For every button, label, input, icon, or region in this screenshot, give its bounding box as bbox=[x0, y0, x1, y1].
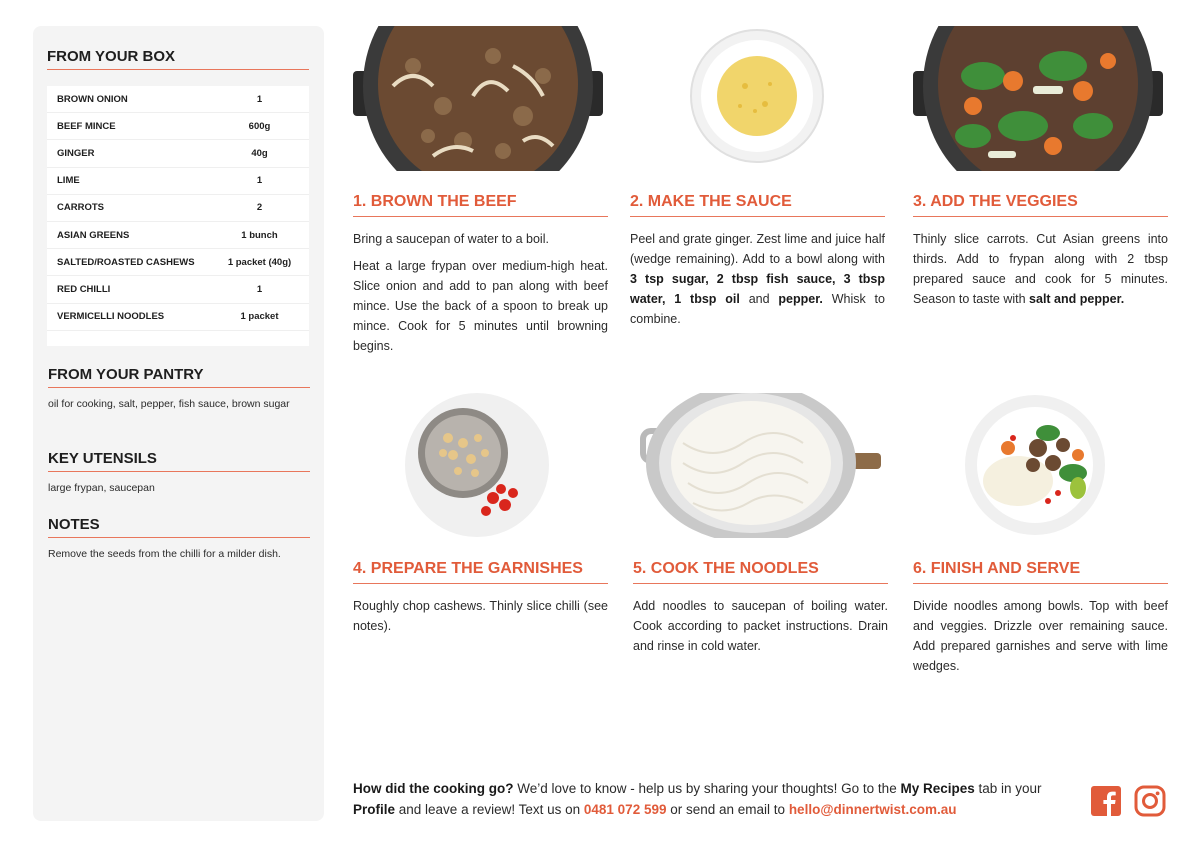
notes-heading: NOTES bbox=[48, 516, 310, 538]
sauce-bowl-photo bbox=[630, 26, 885, 171]
ingredient-qty: 1 bbox=[256, 93, 263, 105]
ingredient-name: SALTED/ROASTED CASHEWS bbox=[57, 256, 195, 268]
step-4-title: 4. PREPARE THE GARNISHES bbox=[353, 560, 608, 584]
key-utensils-heading: KEY UTENSILS bbox=[48, 450, 310, 472]
footer-text: We’d love to know - help us by sharing your thoughts! Go to the bbox=[513, 781, 901, 796]
step-2-bold-text: pepper. bbox=[778, 292, 823, 306]
step-6-title: 6. FINISH AND SERVE bbox=[913, 560, 1168, 584]
from-your-pantry-heading: FROM YOUR PANTRY bbox=[48, 366, 310, 388]
feedback-question: How did the cooking go? bbox=[353, 781, 514, 796]
profile-label: Profile bbox=[353, 802, 396, 817]
noodles-colander-photo bbox=[633, 393, 888, 538]
ingredient-qty: 1 packet (40g) bbox=[227, 256, 292, 268]
ingredient-name: VERMICELLI NOODLES bbox=[57, 311, 165, 323]
step-1-body bbox=[353, 229, 608, 363]
step-4-body bbox=[353, 596, 608, 643]
step-1-text: Bring a saucepan of water to a boil. bbox=[353, 232, 549, 246]
step-6-text: Divide noodles among bowls. Top with beef and veggies. Drizzle over remaining sauce. Add prepared garnishes and serve with lime wedges. bbox=[913, 599, 1168, 673]
step-1-title: 1. BROWN THE BEEF bbox=[353, 193, 608, 217]
ingredient-qty: 1 bunch bbox=[241, 229, 278, 241]
ingredient-name: BEEF MINCE bbox=[57, 120, 116, 132]
step-4-text: Roughly chop cashews. Thinly slice chilli (see notes). bbox=[353, 599, 608, 633]
step-5-text: Add noodles to saucepan of boiling water. Cook according to packet instructions. Drain and rinse in cold water. bbox=[633, 599, 888, 653]
step-3-title: 3. ADD THE VEGGIES bbox=[913, 193, 1168, 217]
step-2-bold-text: 3 tsp sugar, 2 tbsp fish sauce, 3 tbsp water, 1 tbsp oil bbox=[630, 272, 885, 306]
instagram-icon[interactable] bbox=[1134, 785, 1166, 817]
ingredient-qty: 1 bbox=[256, 175, 263, 187]
step-5-body bbox=[633, 596, 888, 663]
step-3-body bbox=[913, 229, 1168, 316]
step-3-bold-text: salt and pepper. bbox=[1029, 292, 1125, 306]
ingredient-qty: 1 packet bbox=[240, 311, 279, 323]
ingredients-table bbox=[47, 86, 309, 346]
from-your-box-heading: FROM YOUR BOX bbox=[47, 48, 309, 70]
phone-number-link[interactable]: 0481 072 599 bbox=[583, 802, 667, 817]
ingredient-name: RED CHILLI bbox=[57, 283, 111, 295]
footer-text: or send an email to bbox=[666, 802, 789, 817]
ingredient-name: BROWN ONION bbox=[57, 93, 128, 105]
ingredient-row bbox=[47, 168, 309, 195]
step-2-text: Whisk to combine. bbox=[630, 292, 885, 326]
cashews-chilli-photo bbox=[353, 393, 608, 538]
ingredient-row bbox=[47, 304, 309, 331]
step-5-title: 5. COOK THE NOODLES bbox=[633, 560, 888, 584]
utensils-text: large frypan, saucepan bbox=[48, 482, 155, 494]
ingredient-qty: 600g bbox=[248, 120, 271, 132]
served-bowl-photo bbox=[913, 393, 1168, 538]
ingredient-row bbox=[47, 276, 309, 303]
step-2-text: Peel and grate ginger. Zest lime and juice half (wedge remaining). Add to a bowl along with bbox=[630, 232, 885, 266]
notes-text: Remove the seeds from the chilli for a milder dish. bbox=[48, 548, 281, 560]
footer-text: and leave a review! Text us on bbox=[395, 802, 584, 817]
step-3-text: Thinly slice carrots. Cut Asian greens into thirds. Add to frypan along with 2 tbsp prepared sauce and cook for 5 minutes. Season to taste with bbox=[913, 232, 1168, 306]
ingredient-name: CARROTS bbox=[57, 202, 104, 214]
my-recipes-label: My Recipes bbox=[900, 781, 975, 796]
ingredient-qty: 1 bbox=[256, 283, 263, 295]
step-2-body bbox=[630, 229, 885, 336]
step-6-body bbox=[913, 596, 1168, 683]
step-1-text: Heat a large frypan over medium-high heat. Slice onion and add to pan along with beef mince. Use the back of a spoon to break up mince. Cook for 5 minutes until browning begins. bbox=[353, 259, 608, 353]
ingredient-qty: 2 bbox=[256, 202, 263, 214]
ingredient-row bbox=[47, 222, 309, 249]
ingredient-name: LIME bbox=[57, 175, 80, 187]
ingredient-row bbox=[47, 113, 309, 140]
ingredient-row bbox=[47, 249, 309, 276]
pan-veggies-photo bbox=[913, 26, 1168, 171]
ingredient-name: ASIAN GREENS bbox=[57, 229, 130, 241]
feedback-footer bbox=[353, 778, 1078, 820]
ingredient-name: GINGER bbox=[57, 147, 95, 159]
footer-text: tab in your bbox=[974, 781, 1042, 796]
ingredient-row bbox=[47, 86, 309, 113]
step-2-title: 2. MAKE THE SAUCE bbox=[630, 193, 885, 217]
ingredients-sidebar bbox=[33, 26, 324, 821]
step-2-text: and bbox=[739, 292, 779, 306]
ingredient-row bbox=[47, 195, 309, 222]
ingredient-qty: 40g bbox=[251, 147, 268, 159]
facebook-icon[interactable] bbox=[1090, 785, 1122, 817]
email-link[interactable]: hello@dinnertwist.com.au bbox=[788, 802, 957, 817]
pan-beef-onion-photo bbox=[353, 26, 608, 171]
ingredient-row bbox=[47, 140, 309, 167]
pantry-text: oil for cooking, salt, pepper, fish sauce, brown sugar bbox=[48, 398, 290, 410]
